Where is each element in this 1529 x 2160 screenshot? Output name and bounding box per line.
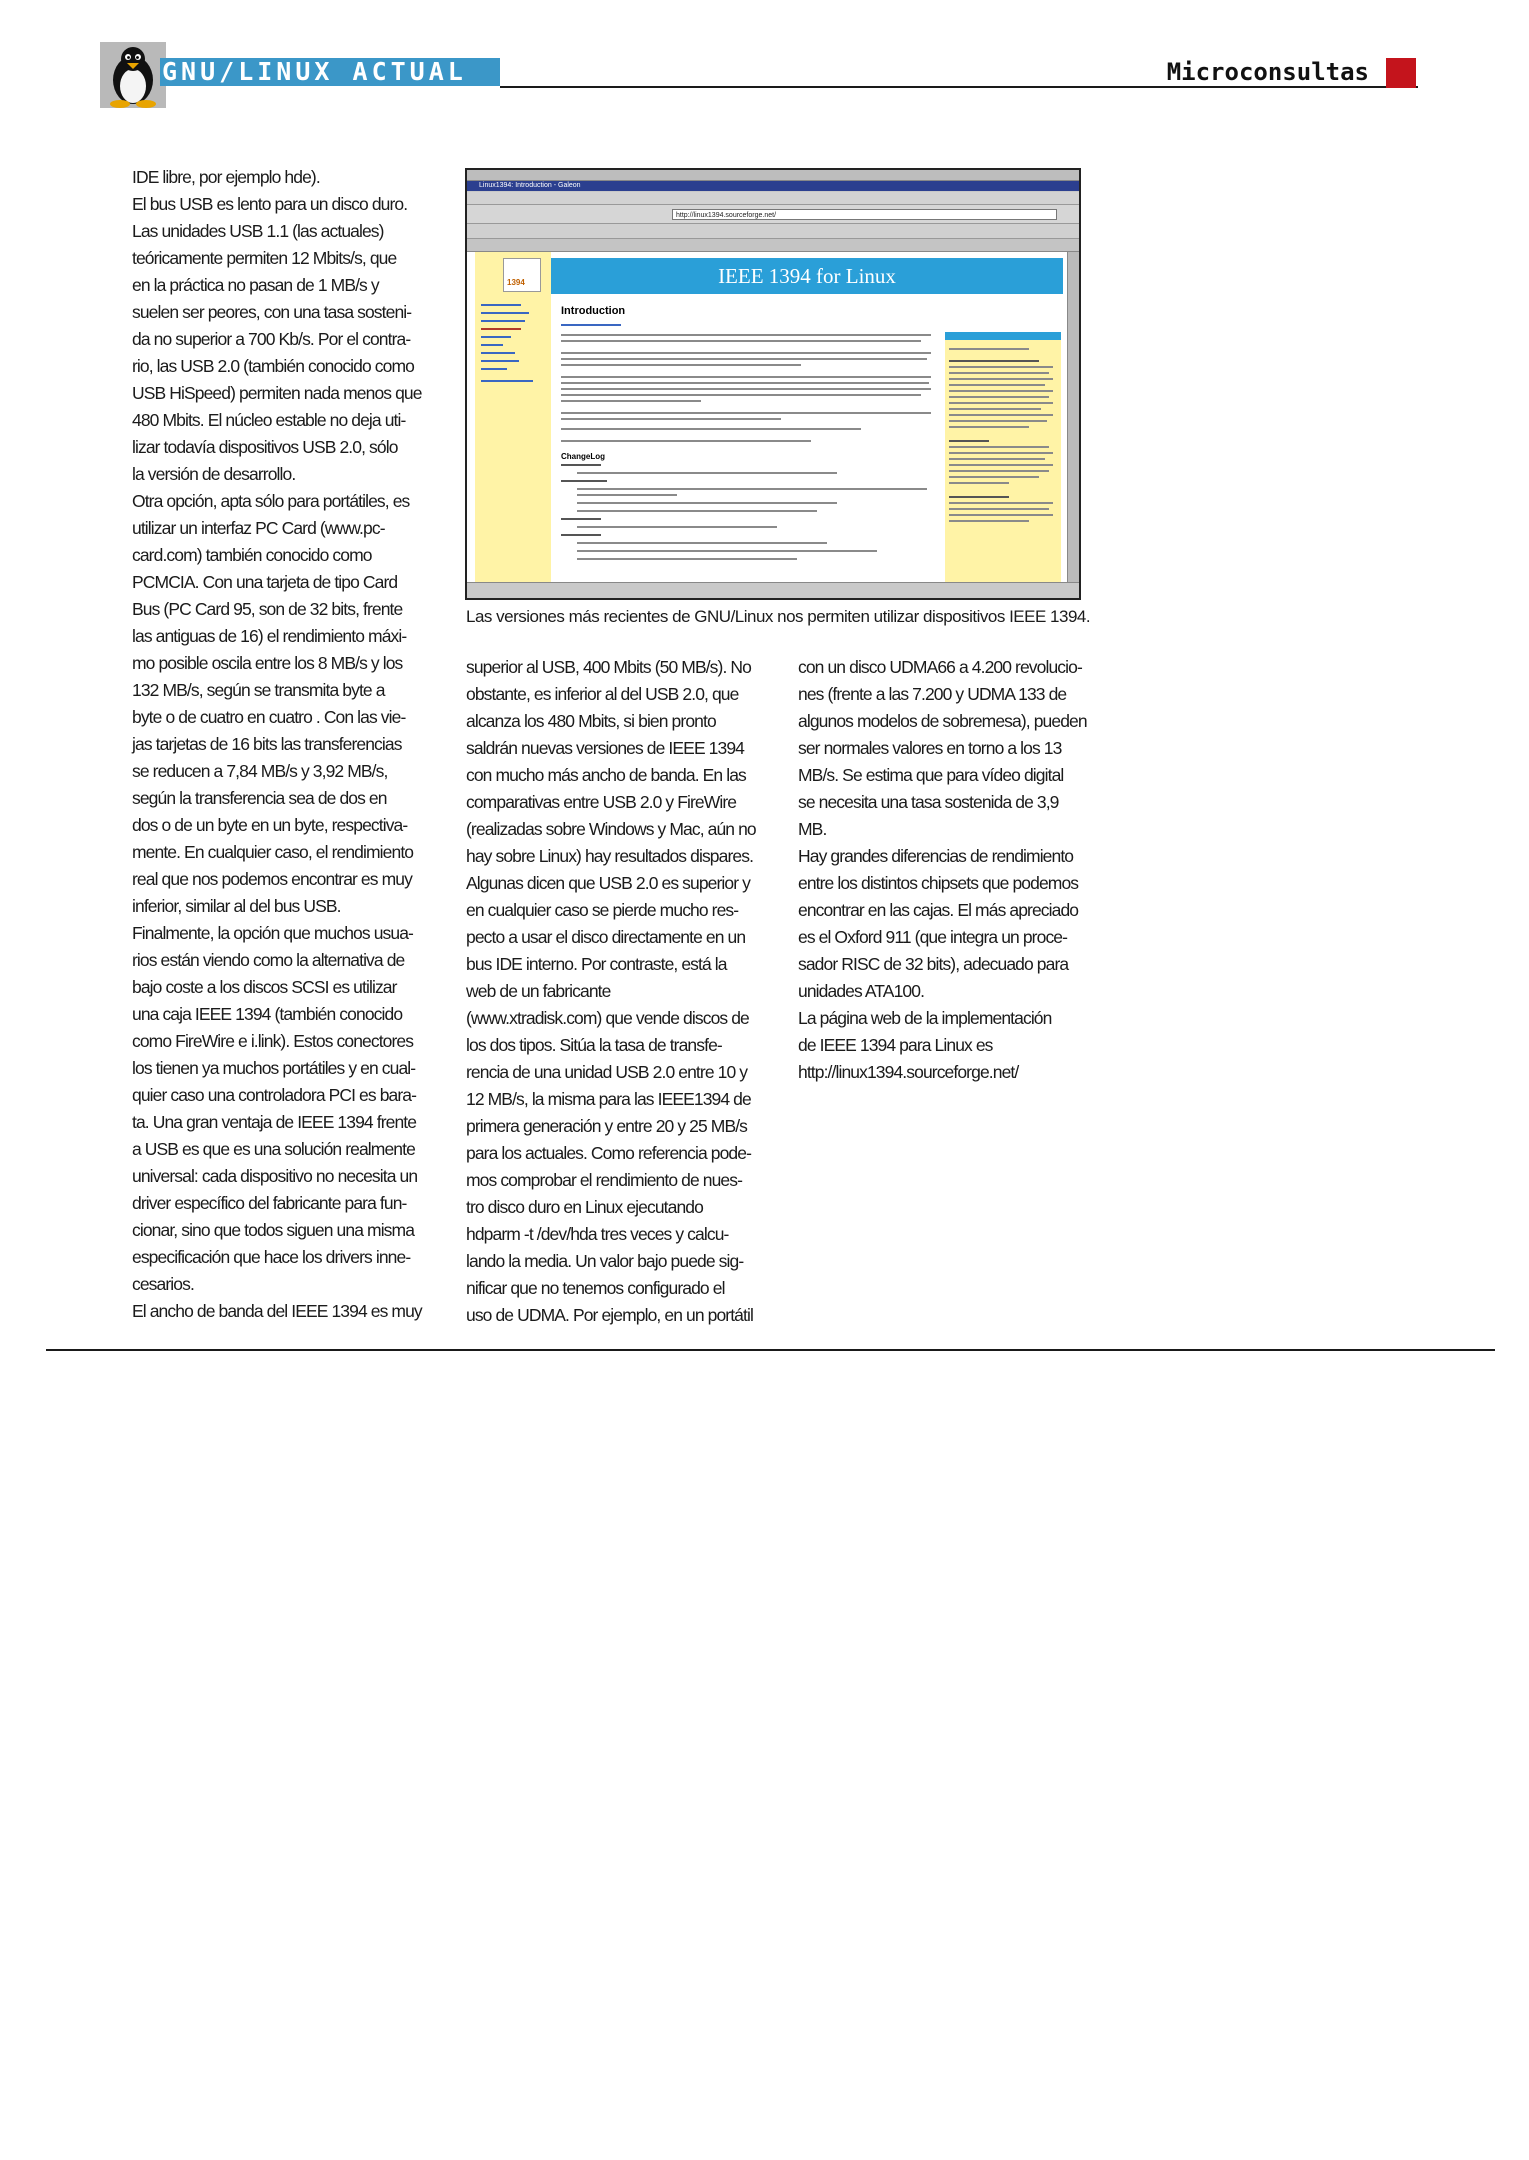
text-line [949,482,1009,484]
text-line [949,396,1049,398]
text-line: entre los distintos chipsets que podemos [798,873,1079,893]
text-line [949,508,1049,510]
text-line: universal: cada dispositivo no necesita un [132,1166,418,1186]
text-line: con un disco UDMA66 a 4.200 revolucio- [798,657,1082,677]
text-line: alcanza los 480 Mbits, si bien pronto [466,711,716,731]
text-line: Hay grandes diferencias de rendimiento [798,846,1074,866]
text-line: según la transferencia sea de dos en [132,788,387,808]
text-line: se necesita una tasa sostenida de 3,9 [798,792,1059,812]
text-line [561,412,931,414]
text-line [949,408,1041,410]
article-column-3 [798,654,1098,1086]
text-line [561,334,931,336]
text-line [949,348,1029,350]
text-line [561,358,927,360]
section-marker [1386,58,1416,88]
text-line: quier caso una controladora PCI es bara- [132,1085,417,1105]
text-line: card.com) también conocido como [132,545,372,565]
text-line: cesarios. [132,1274,194,1294]
text-line: pecto a usar el disco directamente en un [466,927,746,947]
text-line: a USB es que es una solución realmente [132,1139,415,1159]
nav-link [481,304,521,306]
changelog-heading: ChangeLog [561,452,605,461]
nav-link [481,336,511,338]
nav-link [481,344,503,346]
text-line [949,470,1049,472]
text-line: los tienen ya muchos portátiles y en cual- [132,1058,416,1078]
text-line: obstante, es inferior al del USB 2.0, que [466,684,739,704]
text-line: hay sobre Linux) hay resultados dispares. [466,846,754,866]
text-line: Otra opción, apta sólo para portátiles, es [132,491,410,511]
text-line: El ancho de banda del IEEE 1394 es muy [132,1301,422,1321]
text-line [561,340,921,342]
text-line [949,414,1053,416]
text-line: MB/s. Se estima que para vídeo digital [798,765,1064,785]
text-line: la versión de desarrollo. [132,464,296,484]
text-line: primera generación y entre 20 y 25 MB/s [466,1116,748,1136]
text-line: USB HiSpeed) permiten nada menos que [132,383,422,403]
text-line: El bus USB es lento para un disco duro. [132,194,408,214]
text-line [577,510,817,512]
text-line [561,352,931,354]
text-line [949,372,1049,374]
text-line [577,502,837,504]
text-line [949,502,1053,504]
text-line [561,418,781,420]
nav-link [481,312,529,314]
text-line: uso de UDMA. Por ejemplo, en un portátil [466,1305,753,1325]
text-line: saldrán nuevas versiones de IEEE 1394 [466,738,745,758]
text-line [561,364,801,366]
text-line: nificar que no tenemos configurado el [466,1278,725,1298]
text-line: da no superior a 700 Kb/s. Por el contra- [132,329,411,349]
text-line: lizar todavía dispositivos USB 2.0, sólo [132,437,398,457]
nav-link [481,380,533,382]
text-line: las antiguas de 16) el rendimiento máxi- [132,626,407,646]
text-line: byte o de cuatro en cuatro . Con las vie- [132,707,406,727]
text-line: 12 MB/s, la misma para las IEEE1394 de [466,1089,751,1109]
text-line [949,520,1029,522]
text-line: algunos modelos de sobremesa), pueden [798,711,1087,731]
article-column-2 [466,654,766,1329]
text-line: Bus (PC Card 95, son de 32 bits, frente [132,599,403,619]
section-title: Microconsultas [1166,58,1369,86]
text-line: comparativas entre USB 2.0 y FireWire [466,792,737,812]
text-line: teóricamente permiten 12 Mbits/s, que [132,248,397,268]
text-line: (www.xtradisk.com) que vende discos de [466,1008,749,1028]
nav-link [481,328,521,330]
text-line: como FireWire e i.link). Estos conectores [132,1031,414,1051]
text-line [949,420,1047,422]
text-line [577,472,837,474]
browser-scrollbar [1067,252,1080,582]
browser-tabs [467,239,1079,252]
text-line [949,464,1053,466]
text-line: en la práctica no pasan de 1 MB/s y [132,275,379,295]
web-page-content [467,252,1067,582]
nav-link [481,352,515,354]
text-line: 480 Mbits. El núcleo estable no deja uti- [132,410,406,430]
text-line: de IEEE 1394 para Linux es [798,1035,993,1055]
text-line: http://linux1394.sourceforge.net/ [798,1062,1019,1082]
text-line: web de un fabricante [466,981,611,1001]
logo-label: 1394 [507,278,525,287]
text-line: los dos tipos. Sitúa la tasa de transfe- [466,1035,722,1055]
intro-heading: Introduction [561,305,626,317]
figure-caption: Las versiones más recientes de GNU/Linux nos permiten utilizar dispositivos IEEE 1394. [466,607,1091,626]
text-line [949,360,1039,362]
text-line [561,376,931,378]
url-field: http://linux1394.sourceforge.net/ [672,209,1057,220]
text-line [577,494,677,496]
text-line: utilizar un interfaz PC Card (www.pc- [132,518,385,538]
text-line [561,534,601,536]
text-line [561,388,931,390]
page-header [0,0,1529,100]
text-line [949,440,989,442]
text-line [949,390,1053,392]
text-line: ta. Una gran ventaja de IEEE 1394 frente [132,1112,417,1132]
text-line [561,518,601,520]
bookmarks-bar [467,224,1079,239]
window-title: Linux1394: Introduction - Galeon [479,182,581,189]
text-line: para los actuales. Como referencia pode- [466,1143,752,1163]
text-line: inferior, similar al del bus USB. [132,896,341,916]
text-line: jas tarjetas de 16 bits las transferencias [132,734,402,754]
text-line [949,514,1053,516]
page-sidebar [475,252,551,582]
browser-menubar [467,192,1079,205]
text-line: real que nos podemos encontrar es muy [132,869,412,889]
text-line: tro disco duro en Linux ejecutando [466,1197,703,1217]
magazine-brand: GNU/LINUX ACTUAL [162,57,467,86]
text-line: La página web de la implementación [798,1008,1052,1028]
text-line: PCMCIA. Con una tarjeta de tipo Card [132,572,398,592]
text-line: es el Oxford 911 (que integra un proce- [798,927,1068,947]
text-line: unidades ATA100. [798,981,925,1001]
text-line: lando la media. Un valor bajo puede sig- [466,1251,744,1271]
text-line: IDE libre, por ejemplo hde). [132,167,320,187]
text-line [561,324,621,326]
text-line: bus IDE interno. Por contraste, está la [466,954,727,974]
text-line [949,426,1029,428]
tux-penguin-icon [100,42,166,108]
text-line: hdparm -t /dev/hda tres veces y calcu- [466,1224,729,1244]
text-line: se reducen a 7,84 MB/s y 3,92 MB/s, [132,761,388,781]
browser-screenshot-figure [465,168,1081,600]
text-line: rencia de una unidad USB 2.0 entre 10 y [466,1062,748,1082]
text-line: mente. En cualquier caso, el rendimiento [132,842,414,862]
text-line: nes (frente a las 7.200 y UDMA 133 de [798,684,1067,704]
text-line [577,526,777,528]
news-sidebar-header [945,332,1061,340]
nav-link [481,368,507,370]
text-line: rio, las USB 2.0 (también conocido como [132,356,414,376]
text-line: Las unidades USB 1.1 (las actuales) [132,221,384,241]
text-line [949,458,1045,460]
text-line: en cualquier caso se pierde mucho res- [466,900,739,920]
text-line: suelen ser peores, con una tasa sosteni- [132,302,412,322]
text-line [561,428,861,430]
text-line: rios están viendo como la alternativa de [132,950,405,970]
text-line: cionar, sino que todos siguen una misma [132,1220,415,1240]
text-line: (realizadas sobre Windows y Mac, aún no [466,819,756,839]
page-heading: IEEE 1394 for Linux [718,264,896,288]
text-line [561,440,811,442]
text-line: dos o de un byte en un byte, respectiva- [132,815,408,835]
desktop-menubar [467,170,1079,181]
text-line: ser normales valores en torno a los 13 [798,738,1062,758]
text-line: MB. [798,819,827,839]
text-line: bajo coste a los discos SCSI es utilizar [132,977,397,997]
text-line [949,476,1039,478]
text-line: encontrar en las cajas. El más apreciado [798,900,1079,920]
text-line [949,402,1053,404]
text-line [561,480,607,482]
text-line [561,394,921,396]
nav-link [481,320,525,322]
text-line: una caja IEEE 1394 (también conocido [132,1004,403,1024]
text-line: sador RISC de 32 bits), adecuado para [798,954,1069,974]
text-line [577,550,877,552]
text-line: Finalmente, la opción que muchos usua- [132,923,413,943]
text-line [949,384,1045,386]
text-line [577,542,827,544]
text-line [561,400,701,402]
text-line [949,452,1053,454]
text-line [949,496,1009,498]
text-line [949,378,1053,380]
browser-statusbar [467,582,1079,599]
nav-link [481,360,519,362]
news-sidebar [945,332,1061,582]
text-line: Algunas dicen que USB 2.0 es superior y [466,873,750,893]
text-line [577,488,927,490]
text-line [949,446,1049,448]
text-line: mo posible oscila entre los 8 MB/s y los [132,653,403,673]
text-line: con mucho más ancho de banda. En las [466,765,746,785]
text-line [561,382,929,384]
text-line: 132 MB/s, según se transmita byte a [132,680,385,700]
text-line: especificación que hace los drivers inne- [132,1247,411,1267]
bottom-rule [46,1349,1495,1351]
text-line: mos comprobar el rendimiento de nues- [466,1170,743,1190]
text-line [561,464,601,466]
text-line [949,366,1053,368]
text-line: driver específico del fabricante para fun- [132,1193,407,1213]
text-line [577,558,797,560]
text-line: superior al USB, 400 Mbits (50 MB/s). No [466,657,751,677]
article-column-1 [132,164,432,1325]
